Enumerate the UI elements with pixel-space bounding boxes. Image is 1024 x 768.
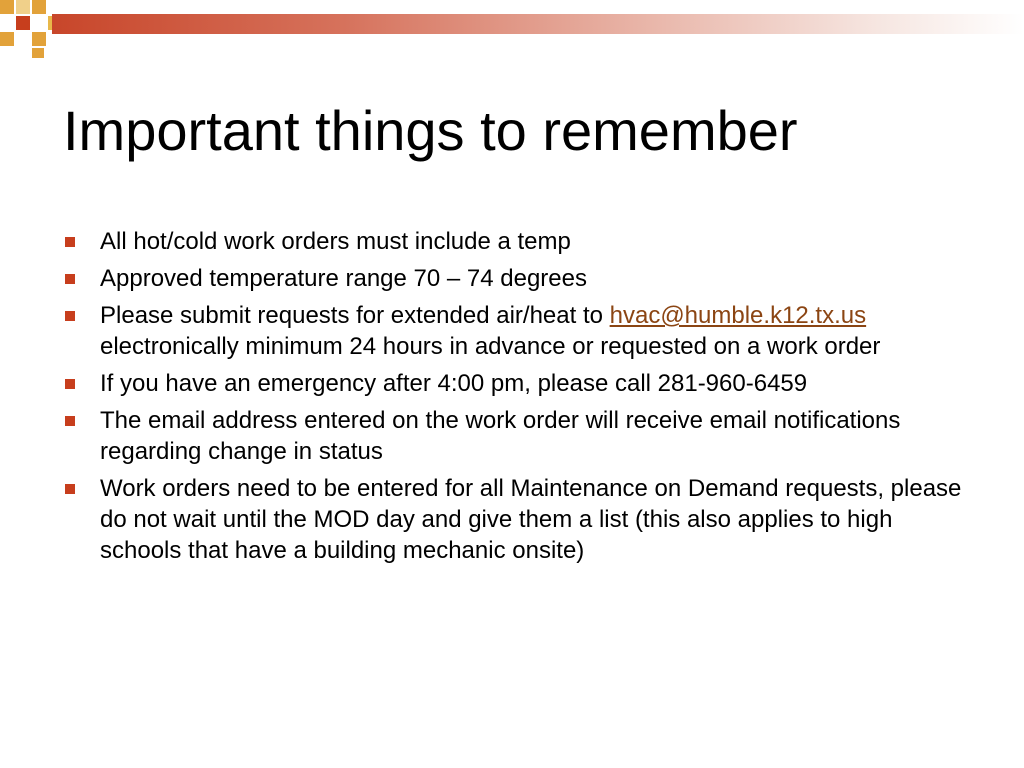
bullet-item: [62, 405, 962, 467]
bullet-text: The email address entered on the work order will receive email notifications regarding change in status: [100, 407, 901, 465]
bullet-text: If you have an emergency after 4:00 pm, please call 281-960-6459: [100, 370, 808, 397]
square-bullet-icon: [65, 274, 75, 284]
header-gradient-bar: [52, 14, 1024, 34]
decor-square: [16, 16, 30, 30]
decor-square: [0, 0, 14, 14]
slide-title: Important things to remember: [63, 99, 798, 162]
decor-square: [32, 32, 46, 46]
bullet-item: [62, 473, 962, 566]
bullet-text: Approved temperature range 70 – 74 degrees: [100, 265, 587, 292]
square-bullet-icon: [65, 237, 75, 247]
bullet-text: electronically minimum 24 hours in advance or requested on a work order: [100, 333, 881, 360]
hvac-email-link[interactable]: hvac@humble.k12.tx.us: [609, 302, 867, 329]
bullet-text: Work orders need to be entered for all Maintenance on Demand requests, please do not wait until the MOD day and give them a list (this also applies to high schools that have a building mechanic onsite): [100, 475, 962, 564]
decor-square: [32, 0, 46, 14]
decor-square: [16, 0, 30, 14]
bullet-item: [62, 368, 962, 399]
bullet-text: All hot/cold work orders must include a temp: [100, 228, 571, 255]
square-bullet-icon: [65, 379, 75, 389]
square-bullet-icon: [65, 311, 75, 321]
bullet-item: [62, 300, 962, 362]
square-bullet-icon: [65, 416, 75, 426]
bullet-text: Please submit requests for extended air/heat to: [100, 302, 610, 329]
bullet-list: [62, 226, 962, 572]
bullet-item: [62, 263, 962, 294]
decor-square: [0, 32, 14, 46]
decor-square: [32, 48, 44, 58]
bullet-item: [62, 226, 962, 257]
square-bullet-icon: [65, 484, 75, 494]
